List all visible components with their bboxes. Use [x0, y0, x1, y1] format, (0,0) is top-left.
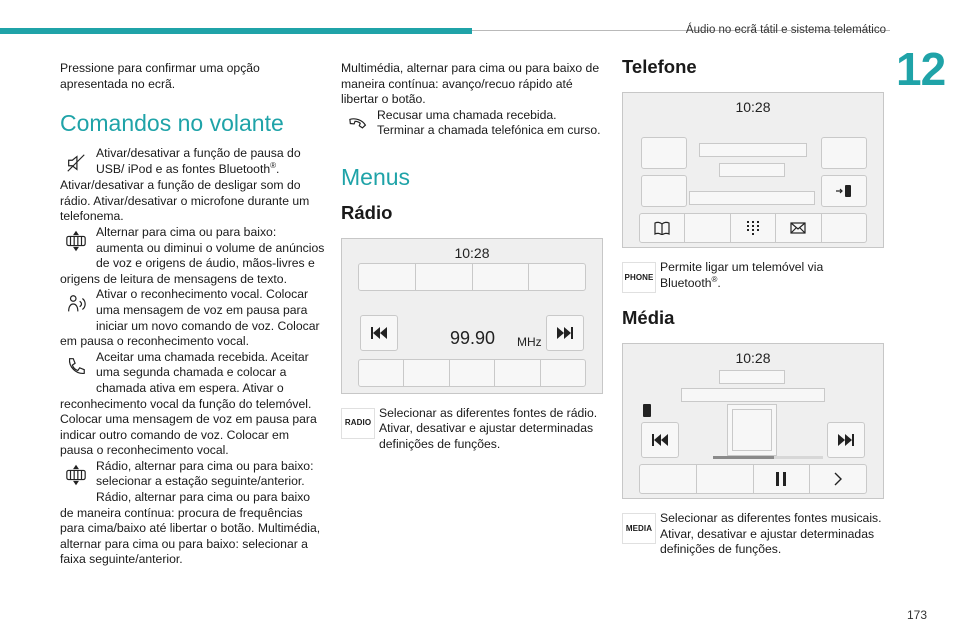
entry-radio [341, 406, 603, 453]
chevron-right-icon [810, 465, 866, 493]
contacts-book-icon [640, 214, 685, 242]
entry-phone-menu [622, 260, 886, 293]
entry-volume-wheel [60, 225, 325, 287]
keypad-icon [731, 214, 776, 242]
running-header: Áudio no ecrã tátil e sistema telemático [685, 24, 886, 36]
media-info-bar-2 [681, 388, 825, 402]
media-device-icon [643, 404, 651, 417]
media-album-art [727, 404, 777, 456]
media-skip-back-icon [652, 434, 668, 446]
entry-hangup [341, 108, 603, 140]
phone-screen-illustration [622, 92, 884, 248]
section-title-menus: Menus [341, 163, 411, 190]
header-accent-bar [0, 28, 472, 34]
subsection-title-media: Média [622, 307, 675, 328]
entry-phone [60, 350, 325, 459]
entry-scroll-wheel-text: Rádio, alternar para cima ou para baixo: selecionar a estação seguinte/anterior. Rádio, alternar para cima ou para baixo de maneira contínua: procura de frequências para cima/baixo até libertar o botão. Multimédia, alternar para cima ou para baixo: selecionar a faixa seguinte/anterior. [60, 458, 321, 567]
entry-media-text: Selecionar as diferentes fontes musicais. Ativar, desativar e ajustar determinadas definições de funções. [660, 511, 882, 557]
entry-media [622, 511, 886, 558]
media-info-bar-1 [719, 370, 785, 384]
scroll-wheel-icon [60, 460, 91, 491]
media-progress-fill [713, 456, 774, 459]
phone-info-bar-3 [689, 191, 815, 205]
media-previous-button [641, 422, 679, 458]
phone-tile-top-right [821, 137, 867, 169]
entry-voice-command-text: Ativar o reconhecimento vocal. Colocar uma mensagem de voz em pausa para iniciar um novo comando de voz. Colocar em pausa o reconhecimento vocal. [60, 287, 320, 349]
mute-icon [60, 147, 91, 178]
phone-screen-time: 10:28 [735, 99, 771, 115]
media-next-button [827, 422, 865, 458]
entry-scroll-wheel [60, 459, 325, 568]
entry-radio-text: Selecionar as diferentes fontes de rádio. Ativar, desativar e ajustar determinadas definições de funções. [379, 405, 598, 451]
subsection-title-radio: Rádio [341, 201, 393, 223]
media-skip-forward-icon [838, 434, 854, 446]
phone-info-bar-2 [719, 163, 785, 177]
phone-transfer-icon [836, 184, 852, 198]
pause-icon [754, 465, 811, 493]
phone-connect-button [821, 175, 867, 207]
media-bottom-bar [639, 464, 867, 494]
phone-icon [60, 351, 91, 382]
media-screen-illustration [622, 343, 884, 499]
messages-envelope-icon [776, 214, 821, 242]
column-3 [622, 56, 886, 558]
section-title-steering-controls: Comandos no volante [60, 110, 284, 137]
volume-wheel-icon [60, 226, 91, 257]
radio-frequency: 99.90 [450, 327, 496, 348]
skip-back-icon [371, 327, 387, 339]
page-number: 173 [906, 608, 927, 622]
entry-voice-command [60, 287, 325, 349]
subsection-title-phone: Telefone [622, 56, 697, 77]
entry-mute [60, 146, 325, 225]
phone-tile-top-left [641, 137, 687, 169]
radio-previous-button [360, 315, 398, 351]
intro-text: Pressione para confirmar uma opção apresentada no ecrã. [60, 61, 260, 91]
hang-up-icon [341, 109, 372, 140]
phone-info-bar-1 [699, 143, 807, 157]
entry-hangup-text: Recusar uma chamada recebida. Terminar a chamada telefónica em curso. [377, 107, 601, 138]
entry-mute-text: Ativar/desativar a função de pausa do USB/ iPod e as fontes Bluetooth®. [96, 146, 301, 176]
phone-tile-mid-left [641, 175, 687, 207]
entry-phone-text: Aceitar uma chamada recebida. Aceitar uma segunda chamada e colocar a chamada ativa em espera. Ativar o reconhecimento vocal da função do telemóvel. Colocar uma mensagem de voz em pausa para indicar outro comando de voz. Colocar em pausa o reconhecimento vocal. [60, 349, 317, 458]
radio-presets-bottom-row [358, 359, 586, 387]
radio-frequency-unit: MHz [517, 334, 542, 349]
entry-mute-continuation: Ativar/desativar a função de desligar som do rádio. Ativar/desativar o microfone durante um telefonema. [60, 178, 310, 224]
radio-button-icon: RADIO [341, 408, 375, 439]
media-progress-track [713, 456, 823, 459]
voice-command-icon [60, 288, 91, 319]
media-screen-time: 10:28 [735, 350, 771, 366]
entry-phone-menu-text: Permite ligar um telemóvel via Bluetooth®. [660, 260, 824, 290]
phone-button-icon: PHONE [622, 262, 656, 293]
radio-screen-illustration [341, 238, 603, 394]
skip-forward-icon [557, 327, 573, 339]
radio-screen-time: 10:28 [454, 244, 490, 261]
entry-volume-wheel-text: Alternar para cima ou para baixo: aumenta ou diminui o volume de anúncios de voz e origens de áudio, mãos-livres e origens de leitura de mensagens de texto. [60, 224, 325, 286]
radio-presets-top-row [358, 263, 586, 291]
multimedia-continuous-text: Multimédia, alternar para cima ou para baixo de maneira contínua: avanço/recuo rápido até libertar o botão. [341, 61, 600, 107]
chapter-number: 12 [896, 43, 946, 95]
column-1 [60, 61, 325, 568]
media-button-icon: MEDIA [622, 513, 656, 544]
radio-next-button [546, 315, 584, 351]
phone-bottom-bar [639, 213, 867, 243]
column-2 [341, 61, 603, 453]
